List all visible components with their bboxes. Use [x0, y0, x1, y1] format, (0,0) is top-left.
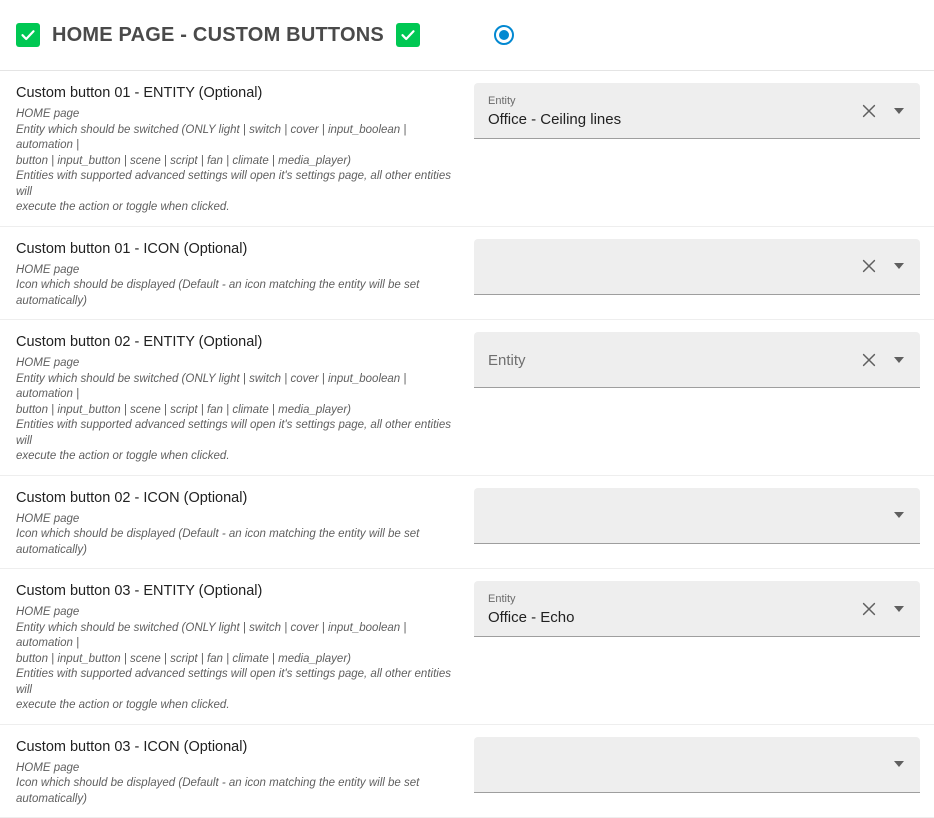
setting-description [0, 569, 474, 724]
radio-selected-icon[interactable] [494, 25, 514, 45]
select-placeholder: Entity [488, 351, 860, 370]
select-value: Office - Ceiling lines [488, 110, 860, 129]
setting-control [474, 320, 934, 475]
setting-control [474, 725, 934, 818]
entity-select[interactable] [474, 488, 920, 544]
setting-help-line: execute the action or toggle when clicked. [16, 200, 458, 216]
setting-help-line: Entities with supported advanced settings will open it's settings page, all other entities will [16, 169, 458, 200]
setting-label: Custom button 03 - ICON (Optional) [16, 737, 458, 757]
setting-label: Custom button 01 - ENTITY (Optional) [16, 83, 458, 103]
setting-help-line: HOME page [16, 107, 458, 123]
setting-help-text [16, 107, 458, 216]
page-header [0, 0, 934, 71]
setting-label: Custom button 02 - ENTITY (Optional) [16, 332, 458, 352]
chevron-down-icon[interactable] [890, 506, 908, 524]
select-actions [890, 755, 912, 773]
setting-help-line: Entities with supported advanced settings will open it's settings page, all other entities will [16, 418, 458, 449]
settings-row [0, 227, 934, 321]
setting-help-text [16, 512, 458, 559]
select-actions [860, 351, 912, 369]
entity-select[interactable] [474, 83, 920, 139]
clear-icon[interactable] [860, 102, 878, 120]
setting-help-line: Entities with supported advanced settings will open it's settings page, all other entities will [16, 667, 458, 698]
setting-label: Custom button 01 - ICON (Optional) [16, 239, 458, 259]
entity-select[interactable] [474, 239, 920, 295]
select-actions [860, 257, 912, 275]
setting-help-line: automatically) [16, 543, 458, 559]
select-actions [860, 102, 912, 120]
select-text[interactable] [488, 82, 860, 139]
select-text[interactable] [488, 580, 860, 637]
setting-control [474, 71, 934, 226]
setting-help-line: execute the action or toggle when clicked. [16, 698, 458, 714]
chevron-down-icon[interactable] [890, 351, 908, 369]
setting-help-line: Entity which should be switched (ONLY light | switch | cover | input_boolean | automation | [16, 621, 458, 652]
entity-select[interactable] [474, 332, 920, 388]
chevron-down-icon[interactable] [890, 257, 908, 275]
setting-help-line: HOME page [16, 512, 458, 528]
checkbox-right[interactable] [396, 23, 420, 47]
setting-help-line: HOME page [16, 761, 458, 777]
setting-description [0, 227, 474, 320]
settings-row [0, 320, 934, 476]
setting-control [474, 476, 934, 569]
setting-control [474, 227, 934, 320]
chevron-down-icon[interactable] [890, 755, 908, 773]
setting-help-line: Entity which should be switched (ONLY light | switch | cover | input_boolean | automation | [16, 372, 458, 403]
select-value: Office - Echo [488, 608, 860, 627]
setting-help-text [16, 605, 458, 714]
setting-help-text [16, 263, 458, 310]
setting-help-line: HOME page [16, 356, 458, 372]
radio-selected[interactable] [494, 25, 514, 45]
entity-select[interactable] [474, 581, 920, 637]
entity-select[interactable] [474, 737, 920, 793]
clear-icon[interactable] [860, 351, 878, 369]
chevron-down-icon[interactable] [890, 600, 908, 618]
setting-description [0, 476, 474, 569]
select-floating-label: Entity [488, 95, 860, 108]
setting-label: Custom button 02 - ICON (Optional) [16, 488, 458, 508]
clear-icon[interactable] [860, 257, 878, 275]
setting-help-line: Entity which should be switched (ONLY light | switch | cover | input_boolean | automation | [16, 123, 458, 154]
setting-help-line: execute the action or toggle when clicked. [16, 449, 458, 465]
setting-help-line: Icon which should be displayed (Default - an icon matching the entity will be set [16, 527, 458, 543]
setting-description [0, 320, 474, 475]
clear-icon[interactable] [860, 600, 878, 618]
setting-description [0, 71, 474, 226]
select-text[interactable] [488, 736, 890, 793]
setting-help-line: button | input_button | scene | script | fan | climate | media_player) [16, 652, 458, 668]
setting-help-text [16, 356, 458, 465]
select-actions [860, 600, 912, 618]
chevron-down-icon[interactable] [890, 102, 908, 120]
select-text[interactable] [488, 487, 890, 544]
setting-label: Custom button 03 - ENTITY (Optional) [16, 581, 458, 601]
setting-help-line: automatically) [16, 792, 458, 808]
settings-list [0, 71, 934, 818]
setting-help-text [16, 761, 458, 808]
setting-help-line: HOME page [16, 263, 458, 279]
settings-row [0, 569, 934, 725]
settings-row [0, 71, 934, 227]
setting-help-line: Icon which should be displayed (Default - an icon matching the entity will be set [16, 776, 458, 792]
setting-help-line: button | input_button | scene | script | fan | climate | media_player) [16, 403, 458, 419]
setting-help-line: button | input_button | scene | script | fan | climate | media_player) [16, 154, 458, 170]
select-floating-label: Entity [488, 593, 860, 606]
select-actions [890, 506, 912, 524]
checkbox-left[interactable] [16, 23, 40, 47]
select-text[interactable] [488, 238, 860, 295]
setting-description [0, 725, 474, 818]
setting-help-line: automatically) [16, 294, 458, 310]
setting-control [474, 569, 934, 724]
settings-row [0, 476, 934, 570]
page-title: HOME PAGE - CUSTOM BUTTONS [52, 24, 384, 47]
select-text[interactable] [488, 331, 860, 388]
settings-row [0, 725, 934, 818]
setting-help-line: Icon which should be displayed (Default - an icon matching the entity will be set [16, 278, 458, 294]
setting-help-line: HOME page [16, 605, 458, 621]
